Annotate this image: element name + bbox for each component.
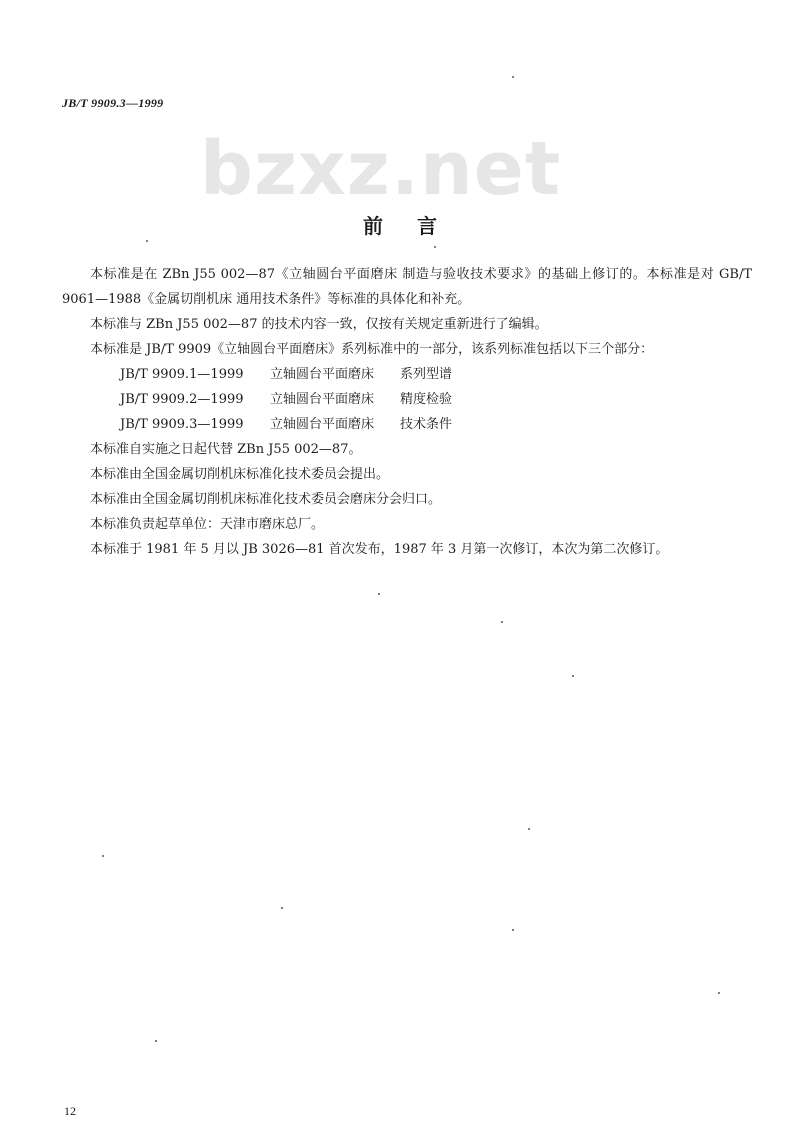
series-code: JB/T 9909.1—1999 (120, 367, 244, 382)
site-watermark: bzxz.net (200, 126, 562, 212)
series-name: 立轴圆台平面磨床 (270, 392, 375, 407)
series-name: 立轴圆台平面磨床 (270, 417, 375, 432)
paragraph: 本标准负责起草单位：天津市磨床总厂。 (90, 517, 325, 532)
scan-speck (378, 593, 380, 595)
scan-speck (572, 675, 574, 677)
series-code: JB/T 9909.3—1999 (120, 417, 244, 432)
series-list-item (62, 387, 752, 412)
scan-speck (718, 992, 720, 994)
paragraph: 本标准由全国金属切削机床标准化技术委员会提出。 (90, 467, 390, 482)
scan-speck (512, 929, 514, 931)
scan-speck (501, 621, 503, 623)
series-part: 精度检验 (400, 392, 453, 407)
paragraph: 本标准是在 ZBn J55 002—87《立轴圆台平面磨床 制造与验收技术要求》的基础上修订的。本标准是对 GB/T 9061—1988《金属切削机床 通用技术条件》等标准的具体化和补充。 (62, 267, 752, 307)
paragraph: 本标准由全国金属切削机床标准化技术委员会磨床分会归口。 (90, 492, 442, 507)
page-number: 12 (64, 1104, 76, 1118)
scan-speck (146, 240, 148, 242)
series-name: 立轴圆台平面磨床 (270, 367, 375, 382)
series-list-item (62, 412, 752, 437)
standard-code-header: JB/T 9909.3—1999 (62, 96, 164, 110)
series-code: JB/T 9909.2—1999 (120, 392, 244, 407)
document-body (62, 262, 752, 562)
paragraph: 本标准与 ZBn J55 002—87 的技术内容一致，仅按有关规定重新进行了编辑。 (90, 317, 548, 332)
page-title: 前言 (363, 214, 471, 238)
scan-speck (434, 246, 436, 248)
scan-speck (281, 907, 283, 909)
series-part: 技术条件 (400, 417, 453, 432)
scan-speck (155, 1040, 157, 1042)
scan-speck (102, 855, 104, 857)
paragraph: 本标准于 1981 年 5 月以 JB 3026—81 首次发布，1987 年 3 月第一次修订，本次为第二次修订。 (90, 542, 669, 557)
paragraph: 本标准自实施之日起代替 ZBn J55 002—87。 (90, 442, 362, 457)
series-list-item (62, 362, 752, 387)
paragraph: 本标准是 JB/T 9909《立轴圆台平面磨床》系列标准中的一部分，该系列标准包括以下三个部分： (90, 342, 654, 357)
scan-speck (512, 76, 514, 78)
series-part: 系列型谱 (400, 367, 453, 382)
scan-speck (528, 828, 530, 830)
